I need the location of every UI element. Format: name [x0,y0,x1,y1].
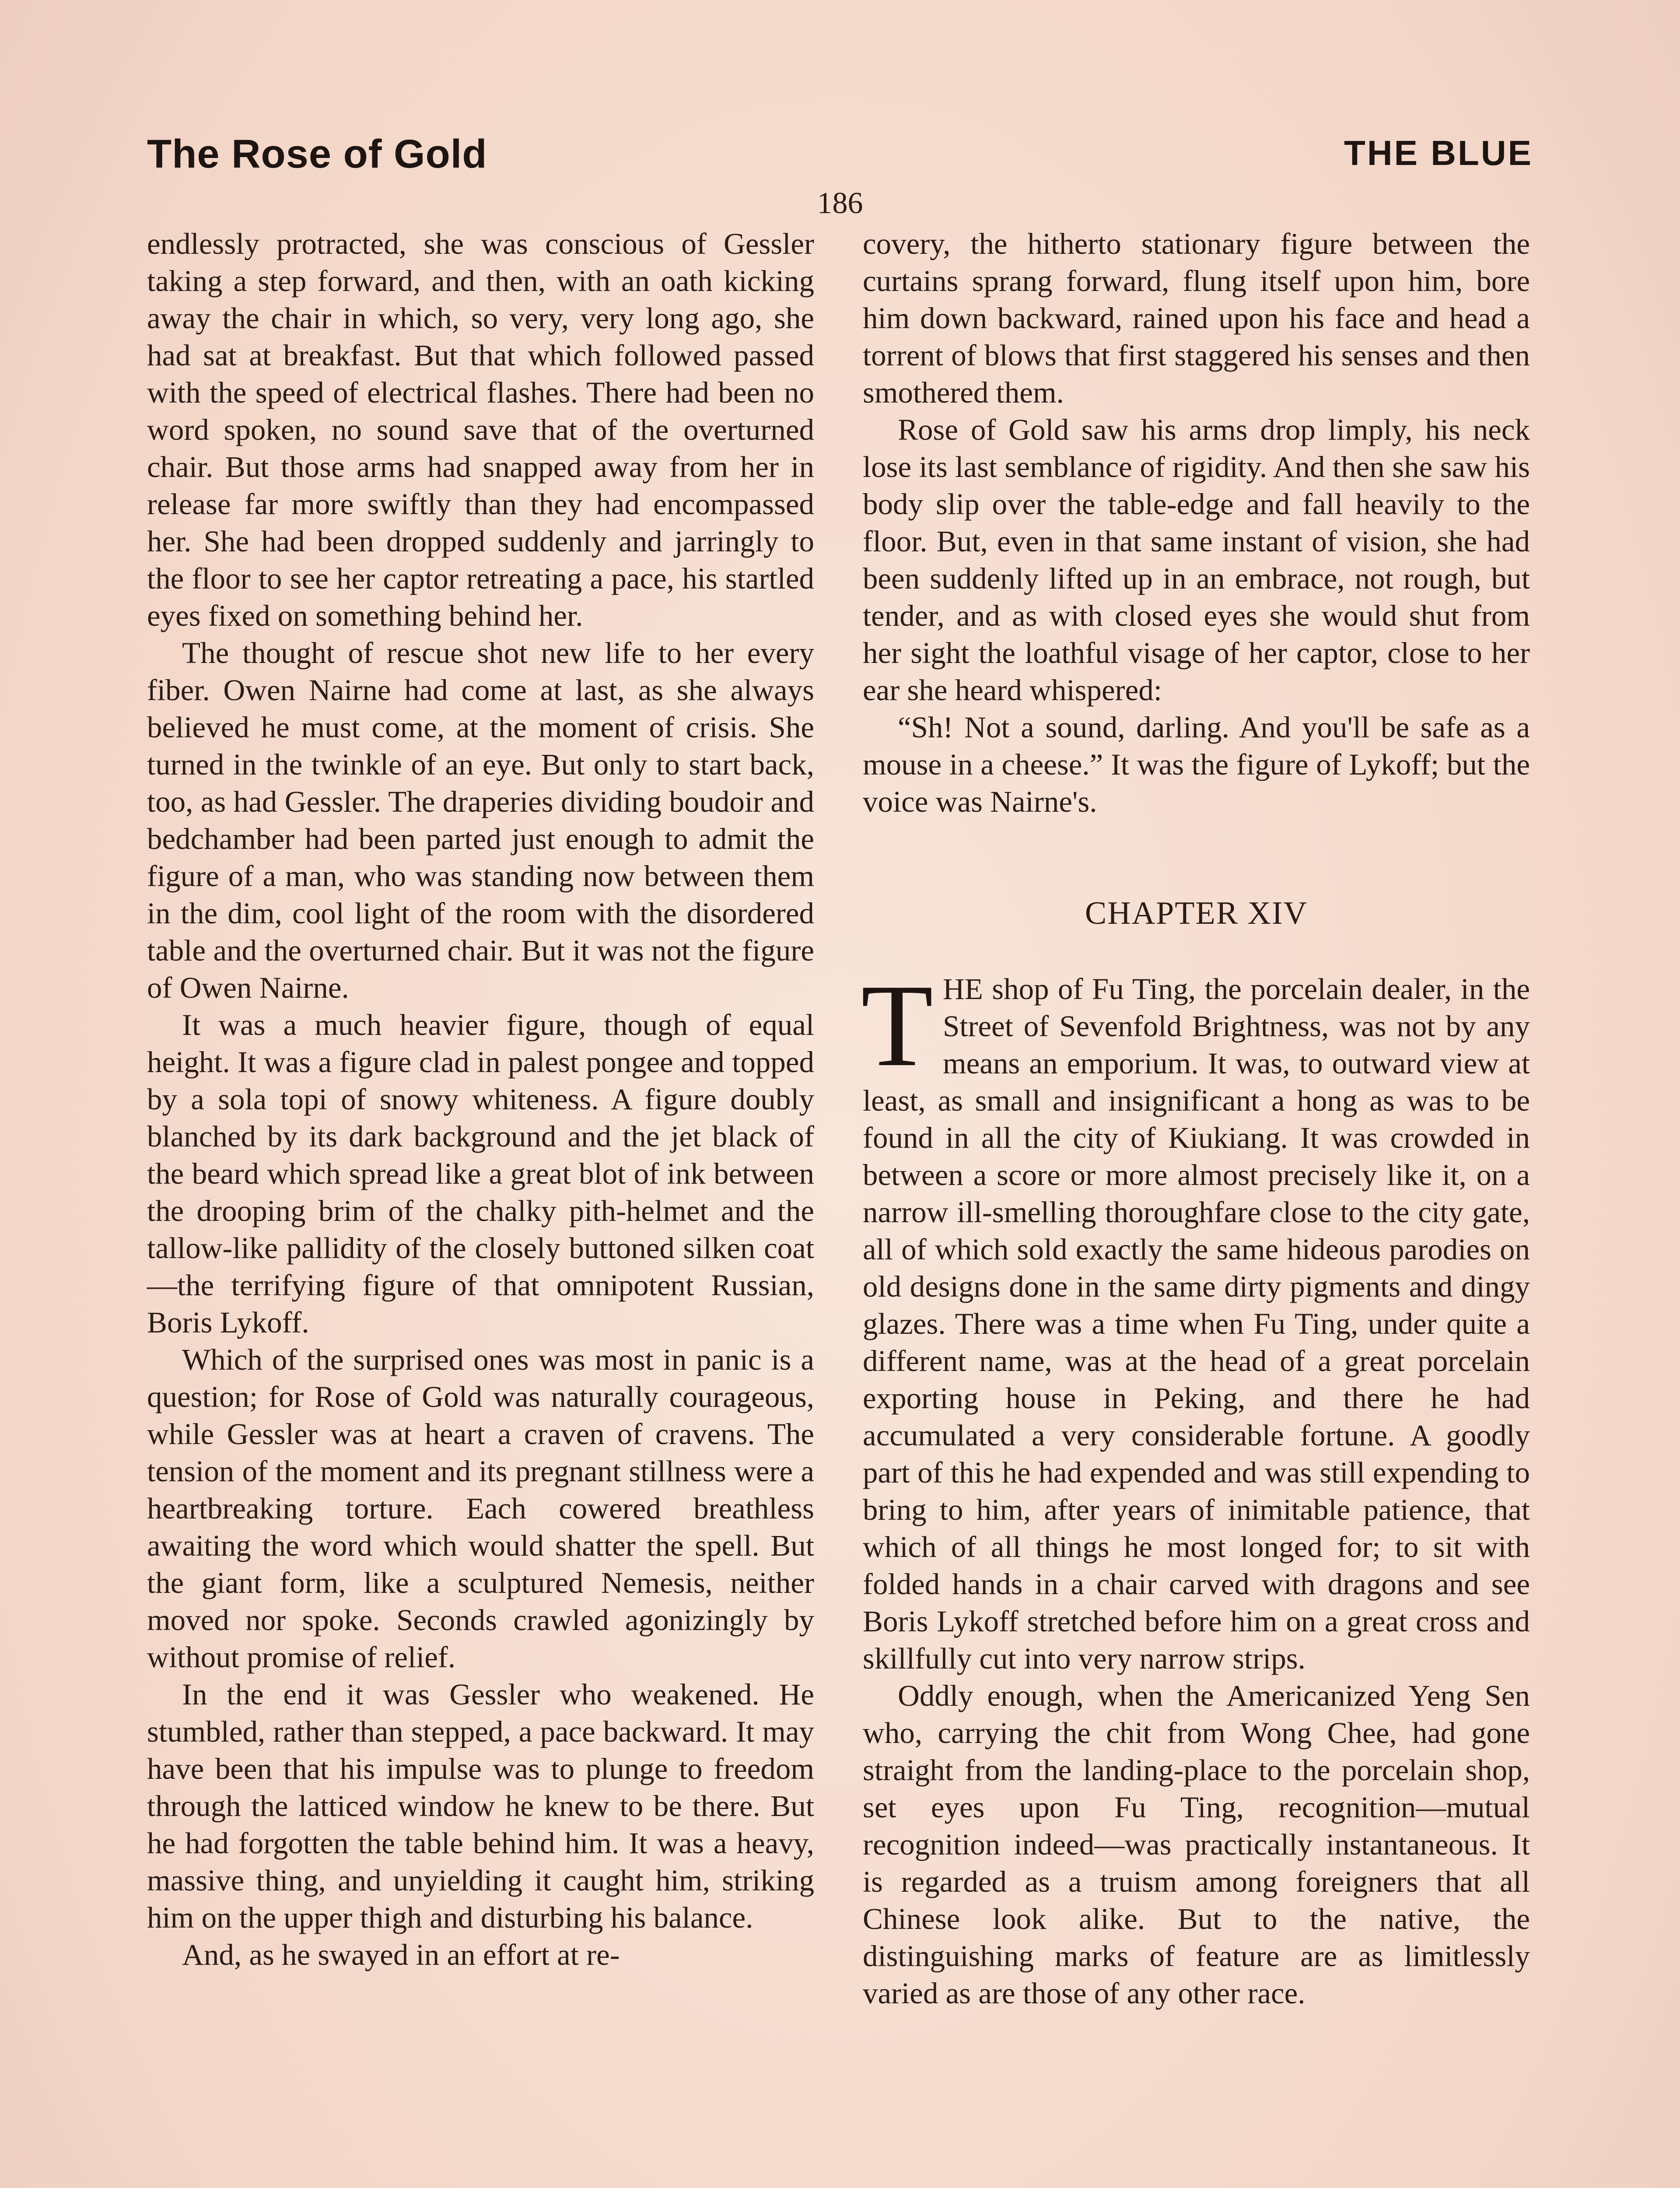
paragraph: In the end it was Gessler who weakened. He stumbled, rather than stepped, a pace backward. It may have been that his impulse was to plunge to freedom through the latticed window he knew to be there. But he had forgotten the table behind him. It was a heavy, massive thing, and unyielding it caught him, striking him on the upper thigh and disturbing his balance. [147,1678,814,1934]
paragraph: Oddly enough, when the Americanized Yeng Sen who, carrying the chit from Wong Chee, had gone straight from the landing-place to the porcelain shop, set eyes upon Fu Ting, recognition—mutual recognition indeed—was practically instantaneous. It is regarded as a truism among foreigners that all Chinese look alike. But to the native, the distinguishing marks of feature are as limitlessly varied as are those of any other race. [863,1679,1530,2010]
right-column [863,225,1530,2012]
drop-cap: T [861,960,933,1091]
chapter-opening-text: HE shop of Fu Ting, the porcelain dealer, in the Street of Sevenfold Brightness, was not by any means an emporium. It was, to outward view at least, as small and insignificant a hong as was to be found in all the city of Kiukiang. It was crowded in between a score or more almost precisely like it, on a narrow ill-smelling thoroughfare close to the city gate, all of which sold exactly the same hideous parodies on old designs done in the same dirty pigments and dingy glazes. There was a time when Fu Ting, under quite a different name, was at the head of a great porcelain exporting house in Peking, and there he had accumulated a very considerable fortune. A goodly part of this he had expended and was still expending to bring to him, after years of inimitable patience, that which of all things he most longed for; to sit with folded hands in a chair carved with dragons and see Boris Lykoff stretched before him on a great cross and skillfully cut into very narrow strips. [863,972,1530,1675]
paragraph: endlessly protracted, she was conscious of Gessler taking a step forward, and then, with an oath kicking away the chair in which, so very, very long ago, she had sat at breakfast. But that which followed passed with the speed of electrical flashes. There had been no word spoken, no sound save that of the overturned chair. But those arms had snapped away from her in release far more swiftly than they had encompassed her. She had been dropped suddenly and jarringly to the floor to see her captor retreating a pace, his startled eyes fixed on something behind her. [147,227,814,632]
chapter-heading: CHAPTER XIV [1085,895,1308,931]
chapter-opening-paragraph [861,960,1530,1677]
running-title-left: The Rose of Gold [147,132,487,176]
paragraph: It was a much heavier figure, though of equal height. It was a figure clad in palest pongee and topped by a sola topi of snowy whiteness. A figure doubly blanched by its dark background and the jet black of the beard which spread like a great blot of ink between the drooping brim of the chalky pith-helmet and the tallow-like pallidity of the closely buttoned silken coat—the terrifying figure of that omnipotent Russian, Boris Lykoff. [147,1008,814,1339]
left-column [147,225,814,1974]
running-head [147,131,1533,188]
paragraph: covery, the hitherto stationary figure between the curtains sprang forward, flung itself upon him, bore him down backward, rained upon his face and head a torrent of blows that first staggered his senses and then smothered them. [863,227,1530,409]
paragraph: The thought of rescue shot new life to her every fiber. Owen Nairne had come at last, as she always believed he must come, at the moment of crisis. She turned in the twinkle of an eye. But only to start back, too, as had Gessler. The draperies dividing boudoir and bedchamber had been parted just enough to admit the figure of a man, who was standing now between them in the dim, cool light of the room with the disordered table and the overturned chair. But it was not the figure of Owen Nairne. [147,636,814,1004]
paragraph: Rose of Gold saw his arms drop limply, his neck lose its last semblance of rigidity. And then she saw his body slip over the table-edge and fall heavily to the floor. But, even in that same instant of vision, she had been suddenly lifted up in an embrace, not rough, but tender, and as with closed eyes she would shut from her sight the loathful visage of her captor, close to her ear she heard whispered: [863,413,1530,707]
paragraph: “Sh! Not a sound, darling. And you'll be safe as a mouse in a cheese.” It was the figure of Lykoff; but the voice was Nairne's. [863,711,1530,818]
running-title-right: THE BLUE [1344,133,1533,172]
paragraph: And, as he swayed in an effort at re- [182,1938,620,1971]
page-number: 186 [817,186,863,220]
paragraph: Which of the surprised ones was most in panic is a question; for Rose of Gold was naturally courageous, while Gessler was at heart a craven of cravens. The tension of the moment and its pregnant stillness were a heartbreaking torture. Each cowered breathless awaiting the word which would shatter the spell. But the giant form, like a sculptured Nemesis, neither moved nor spoke. Seconds crawled agonizingly by without promise of relief. [147,1343,814,1674]
